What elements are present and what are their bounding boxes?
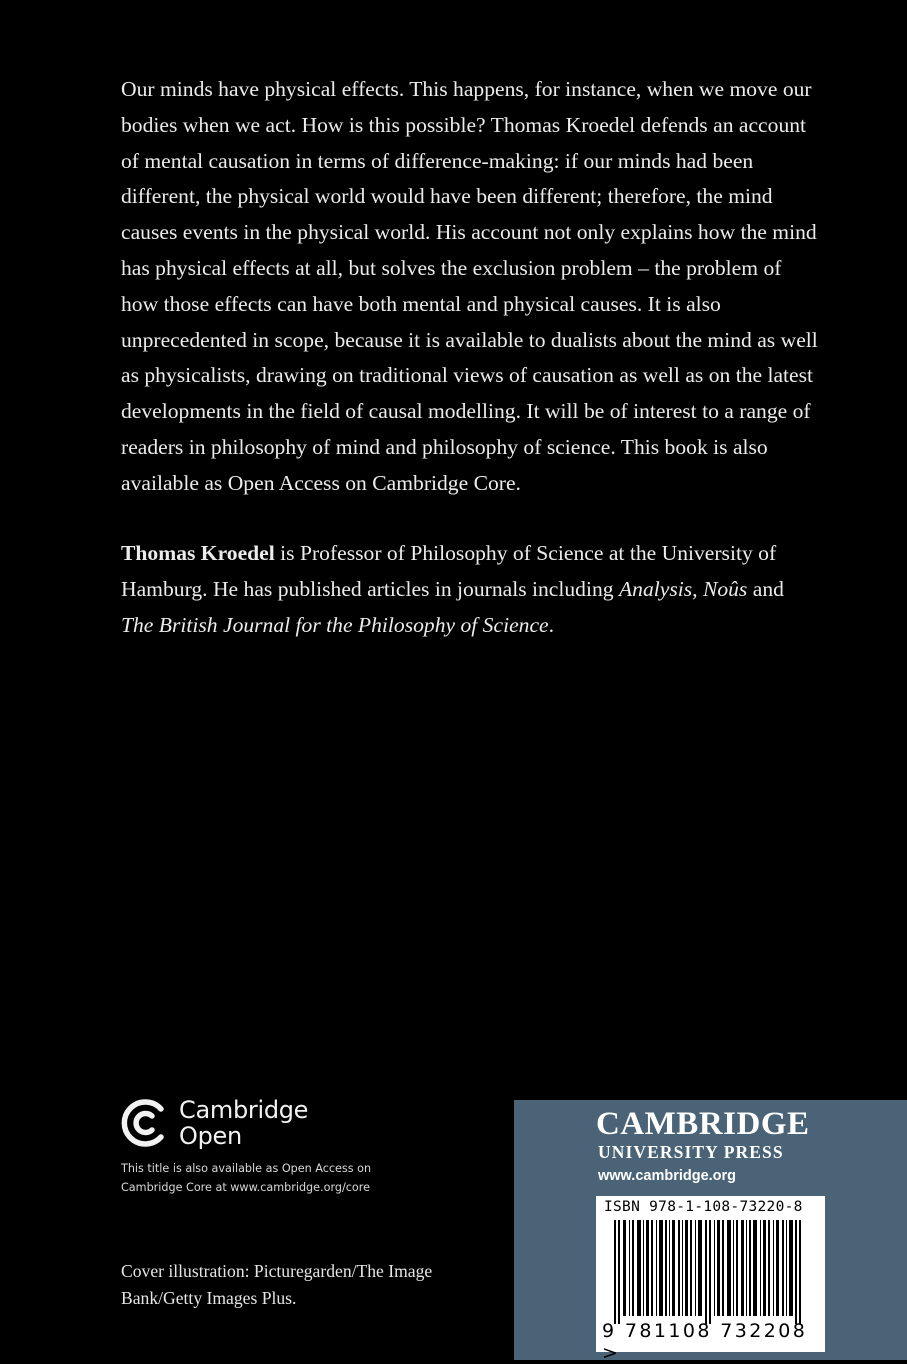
publisher-url: www.cambridge.org	[598, 1168, 737, 1184]
author-name: Thomas Kroedel	[121, 541, 275, 565]
author-bio	[121, 536, 821, 643]
publisher-panel	[514, 1100, 907, 1364]
cover-credit: Cover illustration: Picturegarden/The Image Bank/Getty Images Plus.	[121, 1261, 433, 1308]
author-bio-paragraph	[121, 536, 821, 643]
bio-text-3: .	[548, 612, 555, 637]
publisher-subtitle: UNIVERSITY PRESS	[598, 1142, 784, 1162]
bio-text-2: and	[747, 576, 784, 601]
barcode-digits: 9 781108 732208 >	[602, 1320, 808, 1364]
journal-list: Analysis, Noûs	[618, 576, 748, 601]
isbn-barcode	[596, 1196, 825, 1364]
publisher-name: CAMBRIDGE	[596, 1106, 810, 1142]
open-access-note: This title is also available as Open Access on Cambridge Core at www.cambridge.org/core	[121, 1162, 372, 1194]
cambridge-open-logo	[121, 1097, 381, 1153]
cambridge-open-icon	[121, 1099, 169, 1147]
book-blurb	[121, 72, 821, 502]
logo-line-open: Open	[179, 1122, 242, 1150]
cambridge-open-wordmark	[179, 1097, 308, 1149]
isbn-label: ISBN 978-1-108-73220-8	[604, 1199, 803, 1215]
logo-line-cambridge: Cambridge	[179, 1096, 309, 1124]
bio-text-1: is Professor of Philosophy of Science at the University of Hamburg. He has published articles in journals including	[121, 541, 777, 601]
journal-bjps: The British Journal for the Philosophy of Science	[121, 612, 549, 637]
blurb-paragraph: Our minds have physical effects. This happens, for instance, when we move our bodies when we act. How is this possible? Thomas Kroedel defends an account of mental causation in terms of difference-making: if our minds had been different, the physical world would have been different; therefore, the mind causes events in the physical world. His account not only explains how the mind has physical effects at all, but solves the exclusion problem – the problem of how those effects can have both mental and physical causes. It is also unprecedented in scope, because it is available to dualists about the mind as well as physicalists, drawing on traditional views of causation as well as on the latest developments in the field of causal modelling. It will be of interest to a range of readers in philosophy of mind and philosophy of science. This book is also available as Open Access on Cambridge Core.	[121, 77, 818, 495]
barcode-bars	[602, 1220, 819, 1324]
